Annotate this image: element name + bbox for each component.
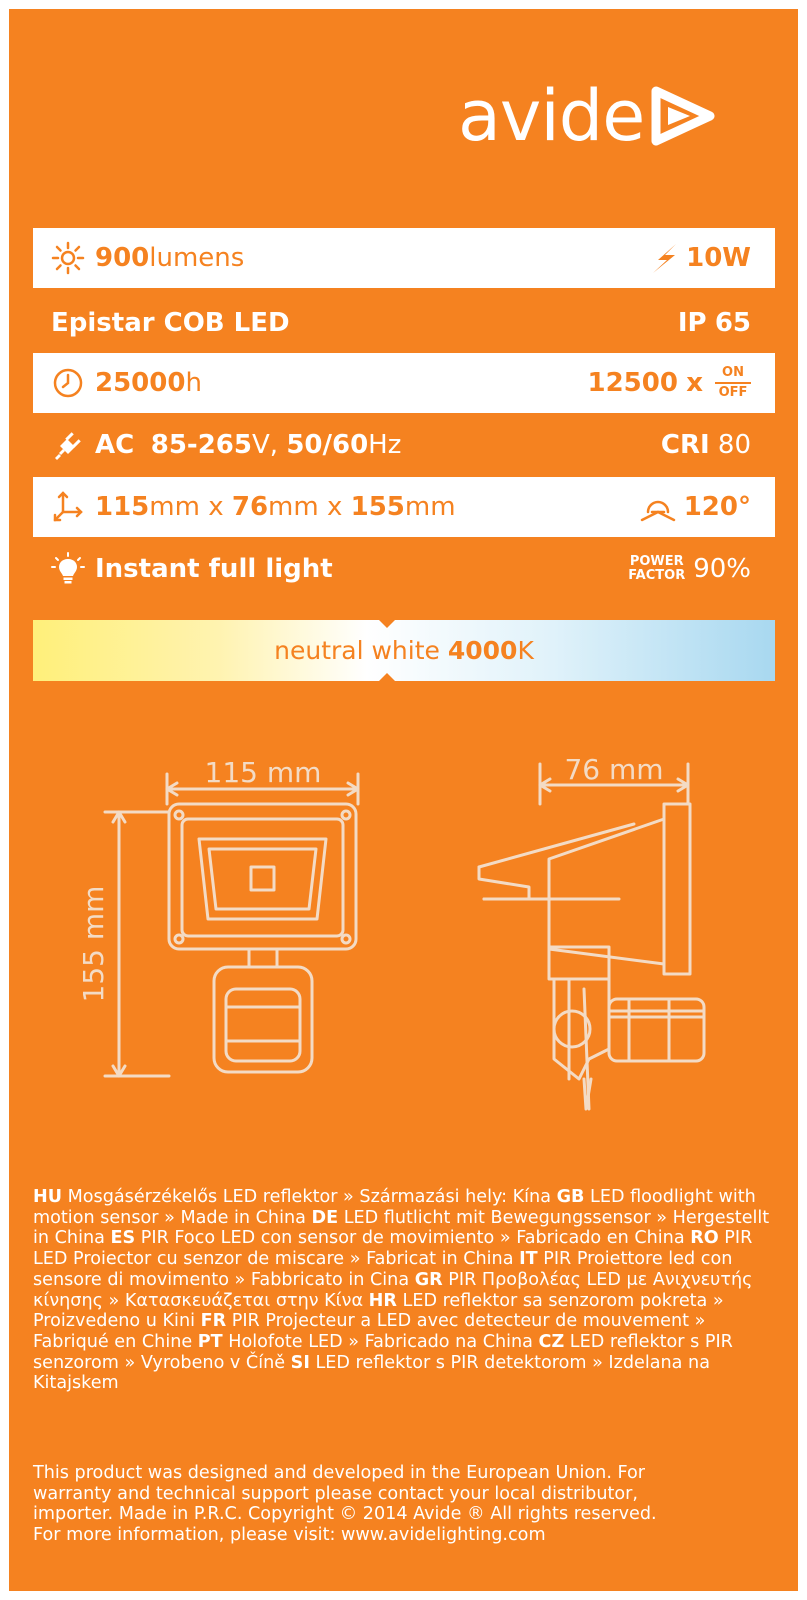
ip-value: 65 bbox=[714, 308, 751, 338]
language-text: PIR LED Proiector cu senzor de miscare » Fabricat in China bbox=[33, 1228, 753, 1270]
package-card bbox=[9, 9, 798, 1591]
lumens-value: 900 bbox=[95, 243, 150, 273]
off-text: OFF bbox=[718, 385, 748, 400]
cri-label: CRI bbox=[660, 430, 710, 460]
language-code: PT bbox=[197, 1331, 223, 1352]
led-ip-row bbox=[33, 293, 775, 353]
power-value: 10W bbox=[686, 243, 751, 273]
footer-line-2: warranty and technical support please contact your local distributor, bbox=[33, 1483, 638, 1504]
lifetime-value: 25000 bbox=[95, 368, 186, 398]
language-text: LED floodlight with motion sensor » Made in China bbox=[33, 1187, 756, 1228]
language-text: PIR Projecteur a LED avec detecteur de mouvement » Fabriqué en Chine bbox=[33, 1311, 706, 1352]
language-text: PIR Foco LED con sensor de movimiento » Fabricado en China bbox=[135, 1228, 691, 1249]
language-code: ES bbox=[110, 1228, 136, 1249]
dim-width: 115 bbox=[95, 492, 150, 522]
cct-text: neutral white bbox=[274, 636, 440, 665]
bulb-icon bbox=[51, 552, 85, 586]
cri-value: 80 bbox=[717, 430, 751, 460]
instant-pf-row bbox=[33, 539, 775, 599]
legal-footer bbox=[33, 1463, 783, 1546]
instant-light-text: Instant full light bbox=[95, 554, 333, 584]
language-code: DE bbox=[311, 1207, 339, 1228]
language-text: PIR Προβολέας LED με Ανιχνευτής κίνησης » Κατασκευάζεται στην Κίνα bbox=[33, 1269, 753, 1311]
on-text: ON bbox=[722, 365, 744, 380]
dim-unit-1: mm bbox=[149, 492, 200, 522]
lifetime-unit: h bbox=[185, 368, 202, 398]
on-off-divider bbox=[715, 382, 751, 384]
footer-line-4: For more information, please visit: www.avidelighting.com bbox=[33, 1525, 546, 1546]
lifetime-row bbox=[33, 353, 775, 413]
language-text: Mosgásérzékelős LED reflektor » Származási hely: Kína bbox=[62, 1187, 557, 1207]
language-code: GB bbox=[556, 1187, 585, 1207]
language-code: SI bbox=[290, 1352, 310, 1373]
switch-cycles-x: x bbox=[686, 368, 703, 398]
dim-unit-2: mm bbox=[268, 492, 319, 522]
language-code: IT bbox=[519, 1249, 538, 1270]
diagram-depth-label: 76 mm bbox=[564, 753, 664, 786]
cct-unit: K bbox=[517, 636, 534, 665]
dim-height: 155 bbox=[350, 492, 405, 522]
dim-unit-3: mm bbox=[404, 492, 456, 522]
power-factor-label bbox=[628, 555, 685, 583]
brand-name: avide bbox=[458, 75, 645, 157]
language-code: HR bbox=[368, 1290, 397, 1311]
language-code: GR bbox=[414, 1269, 443, 1290]
cct-value: 4000 bbox=[447, 636, 518, 665]
dim-depth: 76 bbox=[231, 492, 269, 522]
brand-logo bbox=[458, 71, 716, 161]
frequency-value: 50/60 bbox=[286, 430, 369, 460]
footer-line-1: This product was designed and developed in the European Union. For bbox=[33, 1463, 646, 1483]
language-code: RO bbox=[690, 1228, 719, 1249]
dimensions-row bbox=[33, 477, 775, 537]
language-code: CZ bbox=[538, 1331, 565, 1352]
lightning-icon bbox=[648, 241, 682, 275]
dim-sep-1: x bbox=[208, 492, 224, 522]
diagram-width-label: 115 mm bbox=[204, 756, 322, 789]
beam-angle-value: 120° bbox=[683, 492, 751, 522]
lumens-power-row bbox=[33, 228, 775, 288]
language-text: LED reflektor s PIR detektorom » Izdelana na Kitajskem bbox=[33, 1352, 710, 1394]
dimension-diagram bbox=[9, 749, 798, 1149]
dimension-axes-icon bbox=[51, 490, 85, 524]
cct-marker-top bbox=[379, 620, 395, 628]
led-type: Epistar COB LED bbox=[51, 308, 290, 338]
frequency-unit: Hz bbox=[368, 430, 402, 460]
voltage-range: 85-265 bbox=[150, 430, 252, 460]
clock-icon bbox=[51, 366, 85, 400]
plug-icon bbox=[51, 428, 85, 462]
color-temperature-band bbox=[33, 620, 775, 681]
diagram-height-label: 155 mm bbox=[77, 885, 110, 1003]
power-factor-line1: POWER bbox=[629, 554, 684, 569]
power-factor-value: 90% bbox=[693, 554, 751, 584]
language-code: FR bbox=[200, 1311, 227, 1332]
play-triangle-logo-icon bbox=[650, 83, 716, 149]
cct-marker-bottom bbox=[379, 673, 395, 681]
multilingual-description bbox=[33, 1187, 783, 1394]
language-code: HU bbox=[33, 1187, 63, 1207]
power-factor-line2: FACTOR bbox=[628, 568, 686, 583]
language-text: PIR Proiettore led con sensore di movimento » Fabbricato in Cina bbox=[33, 1249, 733, 1290]
lumens-unit: lumens bbox=[149, 243, 245, 273]
sun-icon bbox=[51, 241, 85, 275]
language-text: LED flutlicht mit Bewegungssensor » Hergestellt in China bbox=[33, 1207, 770, 1249]
voltage-unit: V, bbox=[251, 430, 279, 460]
switch-cycles-value: 12500 bbox=[587, 368, 678, 398]
language-text: Holofote LED » Fabricado na China bbox=[222, 1331, 539, 1352]
dim-sep-2: x bbox=[326, 492, 343, 522]
language-text: LED reflektor sa senzorom pokreta » Proizvedeno u Kini bbox=[33, 1290, 724, 1332]
footer-line-3: importer. Made in P.R.C. Copyright © 2014 Avide ® All rights reserved. bbox=[33, 1504, 657, 1525]
voltage-cri-row bbox=[33, 415, 775, 475]
on-off-label bbox=[715, 366, 751, 400]
voltage-prefix: AC bbox=[95, 430, 135, 460]
language-text: LED reflektor s PIR senzorom » Vyrobeno v Číně bbox=[33, 1331, 733, 1373]
beam-angle-icon bbox=[638, 490, 678, 524]
ip-label: IP bbox=[677, 308, 707, 338]
